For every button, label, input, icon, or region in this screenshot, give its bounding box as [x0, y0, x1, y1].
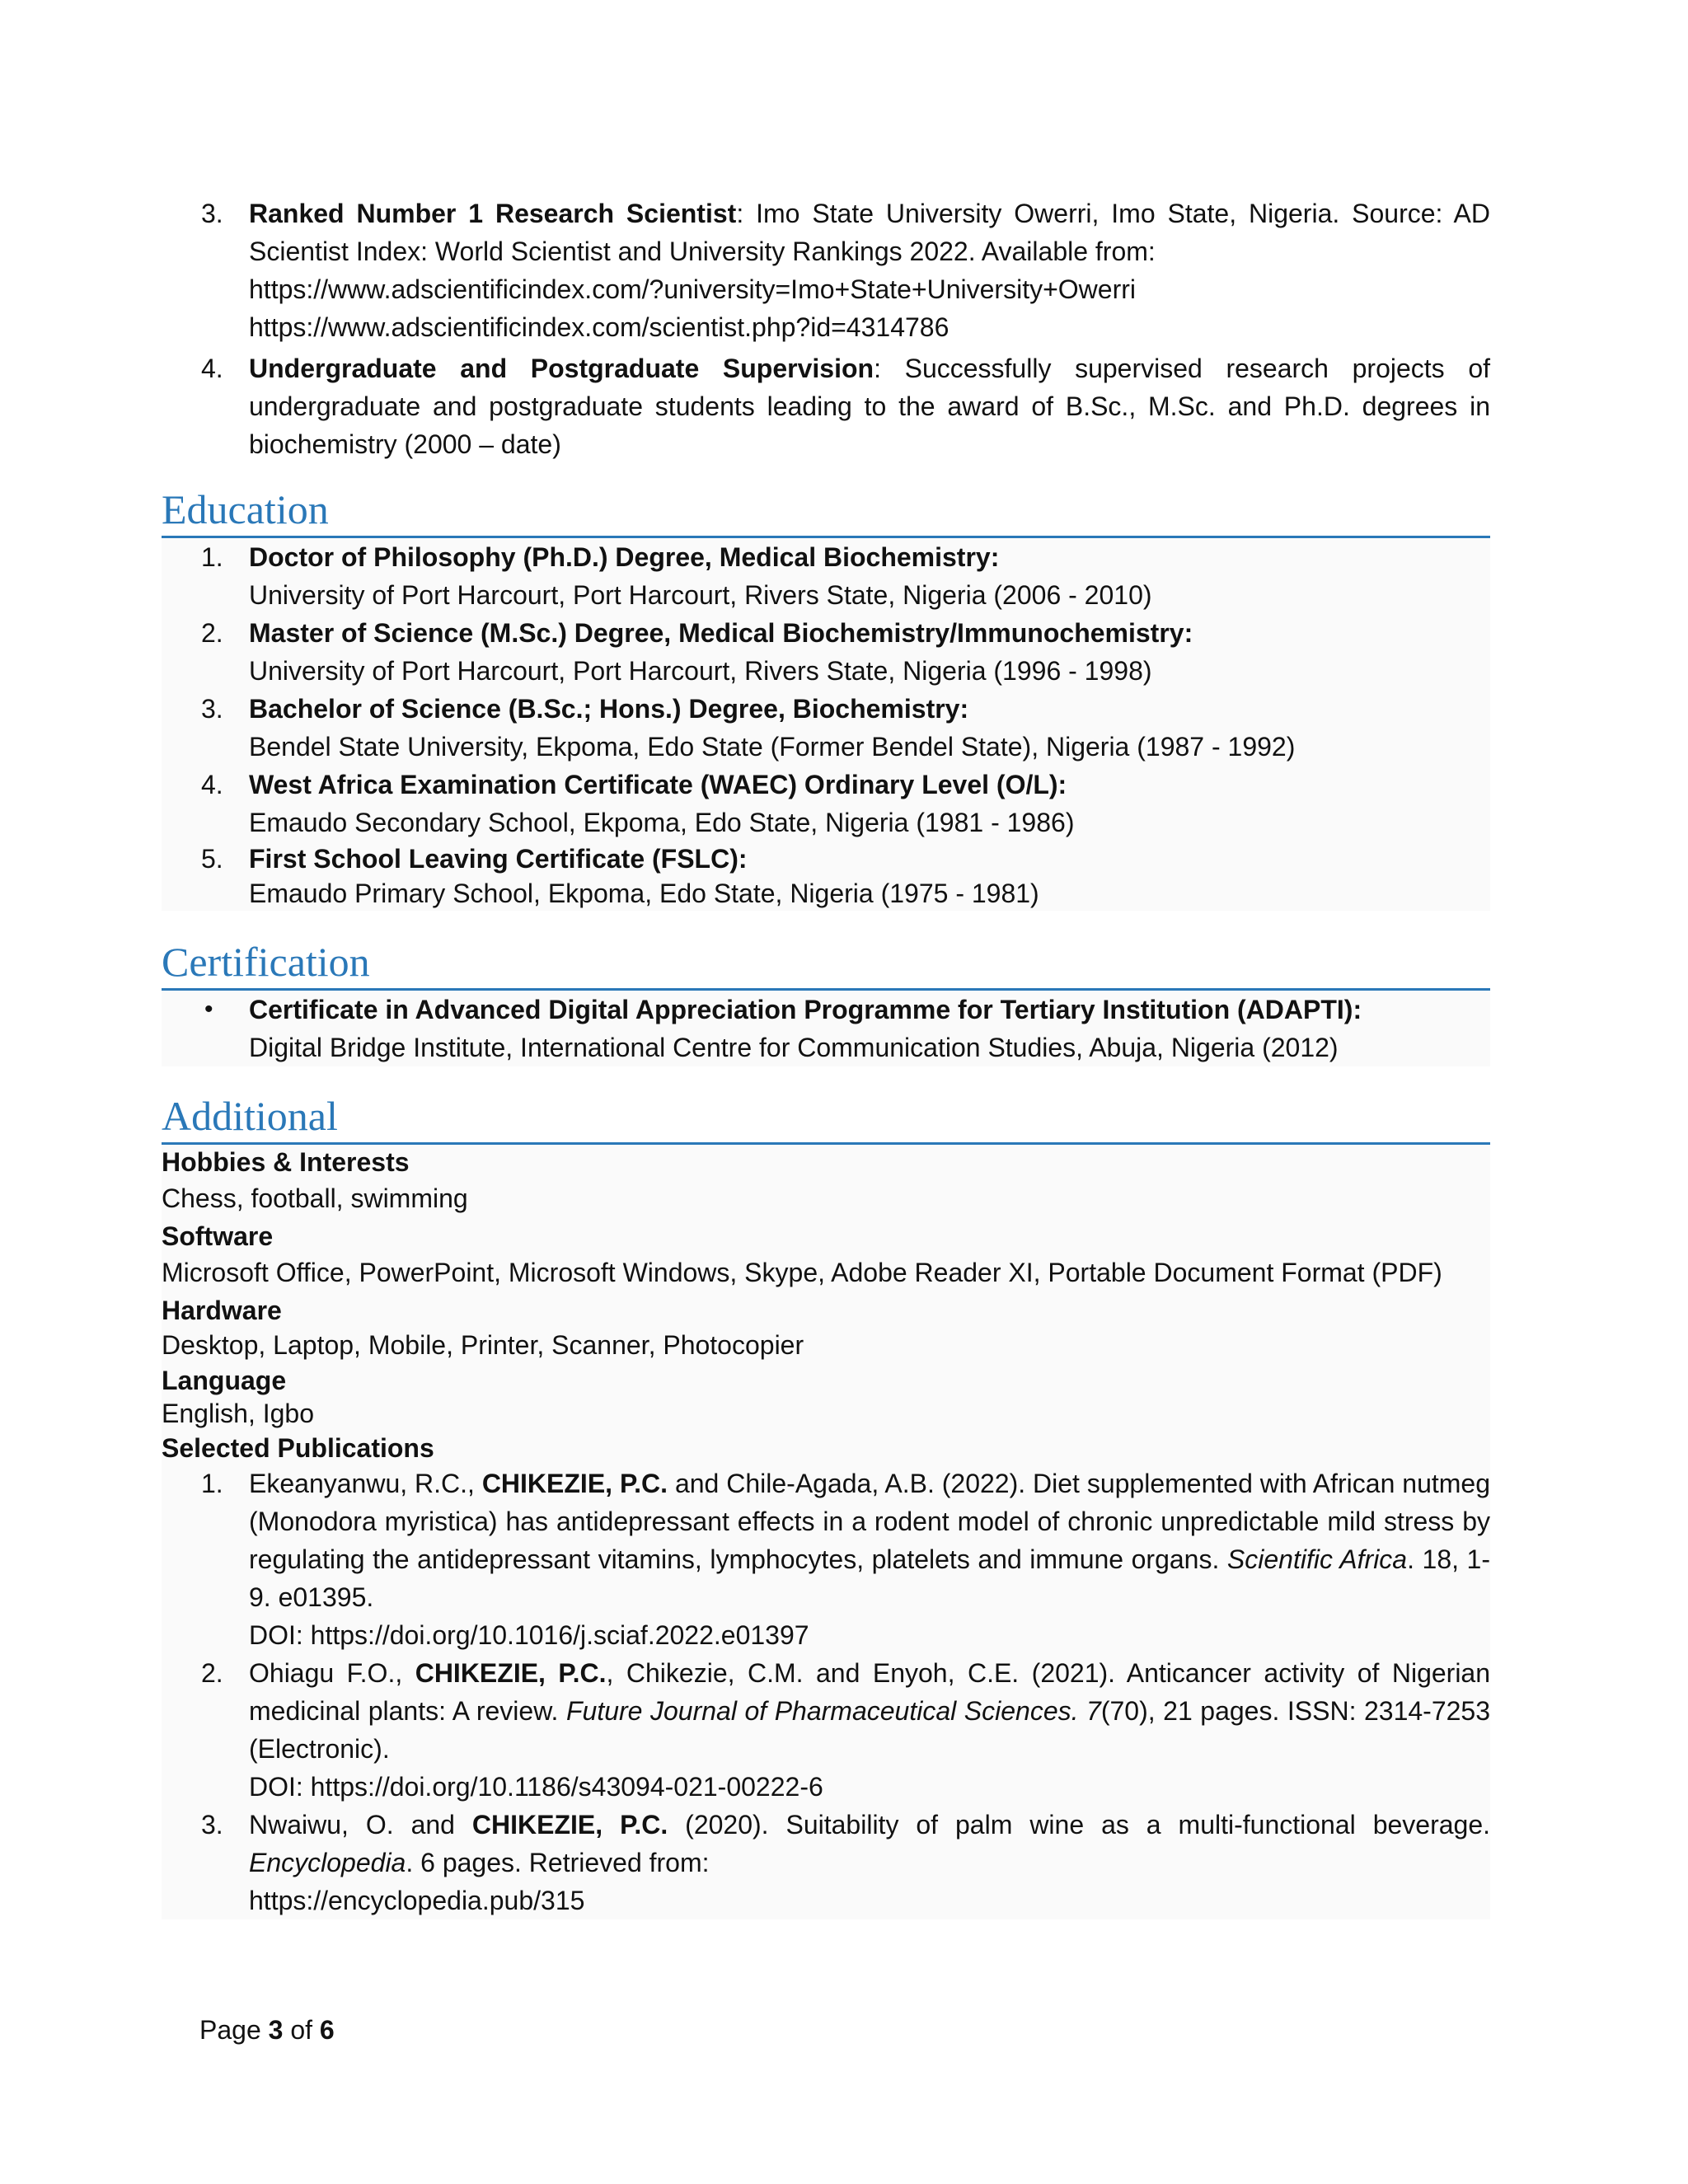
certification-section — [162, 935, 1490, 1066]
footer-of-word: of — [283, 2015, 320, 2045]
list-number: 2. — [201, 618, 223, 648]
list-item — [162, 1806, 1490, 1919]
degree-title: Doctor of Philosophy (Ph.D.) Degree, Medical Biochemistry: — [249, 542, 1000, 572]
publication-text: , Chikezie, C.M. and Enyoh, C.E. (2021). Anticancer activity of Nigerian medicinal plants: A review. — [249, 1658, 1491, 1726]
list-number: 4. — [201, 354, 223, 383]
publications-label: Selected Publications — [162, 1433, 434, 1463]
list-item — [162, 1465, 1490, 1654]
url-link[interactable]: https://www.adscientificindex.com/scientist.php?id=4314786 — [249, 312, 950, 342]
footer-page-total: 6 — [319, 2015, 335, 2045]
publication-journal: Scientific Africa — [1226, 1544, 1408, 1574]
publication-details: . 18, 1-9. e01395. — [249, 1544, 1491, 1612]
degree-title: Master of Science (M.Sc.) Degree, Medical Biochemistry/Immunochemistry: — [249, 618, 1193, 648]
certificate-institution: Digital Bridge Institute, International Centre for Communication Studies, Abuja, Nigeria (2012) — [249, 1033, 1339, 1062]
page-content — [162, 194, 1490, 1919]
list-item — [162, 690, 1490, 766]
hardware-text: Desktop, Laptop, Mobile, Printer, Scanner, Photocopier — [162, 1330, 804, 1360]
publication-highlight-author: CHIKEZIE, P.C. — [471, 1810, 668, 1840]
list-item — [162, 841, 1490, 911]
list-item — [162, 614, 1490, 690]
publication-doi[interactable]: DOI: https://doi.org/10.1016/j.sciaf.2022.e01397 — [249, 1620, 809, 1650]
list-item — [162, 194, 1490, 346]
degree-institution: Emaudo Secondary School, Ekpoma, Edo State, Nigeria (1981 - 1986) — [249, 808, 1075, 837]
certificate-title: Certificate in Advanced Digital Appreciation Programme for Tertiary Institution (ADAPTI): — [249, 995, 1362, 1024]
list-number: 3. — [201, 1810, 223, 1840]
bullet-icon: • — [204, 996, 213, 1023]
certification-list — [162, 991, 1490, 1066]
achievements-list — [162, 194, 1490, 463]
section-title-certification: Certification — [162, 935, 1490, 991]
degree-institution: Bendel State University, Ekpoma, Edo State (Former Bendel State), Nigeria (1987 - 1992) — [249, 732, 1296, 762]
software-label: Software — [162, 1221, 274, 1251]
publication-highlight-author: CHIKEZIE, P.C. — [481, 1469, 668, 1498]
url-link[interactable]: https://www.adscientificindex.com/?university=Imo+State+University+Owerri — [249, 274, 1136, 304]
hardware-label: Hardware — [162, 1296, 282, 1325]
hobbies-text: Chess, football, swimming — [162, 1183, 468, 1213]
list-number: 3. — [201, 199, 223, 228]
footer-page-number: 3 — [268, 2015, 284, 2045]
footer-page-word: Page — [199, 2015, 269, 2045]
list-number: 2. — [201, 1658, 223, 1688]
degree-title: First School Leaving Certificate (FSLC): — [249, 844, 748, 874]
list-item — [162, 349, 1490, 463]
language-text: English, Igbo — [162, 1399, 315, 1428]
publications-list — [162, 1465, 1490, 1919]
section-title-additional: Additional — [162, 1090, 1490, 1145]
education-list — [162, 538, 1490, 911]
page-footer — [199, 2011, 335, 2049]
publication-doi[interactable]: DOI: https://doi.org/10.1186/s43094-021-00222-6 — [249, 1772, 823, 1802]
publication-details: . 6 pages. Retrieved from: — [406, 1848, 710, 1877]
list-number: 1. — [201, 542, 223, 572]
publication-details: (70), 21 pages. ISSN: 2314-7253 (Electronic). — [249, 1696, 1491, 1764]
additional-body — [162, 1145, 1490, 1919]
publication-url[interactable]: https://encyclopedia.pub/315 — [249, 1886, 585, 1915]
publication-highlight-author: CHIKEZIE, P.C. — [415, 1658, 607, 1688]
publication-journal: Encyclopedia — [249, 1848, 406, 1877]
degree-title: West Africa Examination Certificate (WAEC) Ordinary Level (O/L): — [249, 770, 1067, 799]
list-item — [162, 1654, 1490, 1806]
achievement-heading: Ranked Number 1 Research Scientist — [249, 199, 737, 228]
degree-title: Bachelor of Science (B.Sc.; Hons.) Degree, Biochemistry: — [249, 694, 969, 724]
language-label: Language — [162, 1366, 287, 1395]
publication-authors: Nwaiwu, O. and — [249, 1810, 472, 1840]
degree-institution: University of Port Harcourt, Port Harcourt, Rivers State, Nigeria (1996 - 1998) — [249, 656, 1152, 686]
achievement-text: : Imo State University Owerri, Imo State, Nigeria. Source: AD Scientist Index: World Scientist and University Rankings 2022. Available from: — [249, 199, 1491, 266]
additional-section — [162, 1090, 1490, 1919]
education-section — [162, 483, 1490, 911]
list-item — [162, 991, 1490, 1066]
publication-text: and Chile-Agada, A.B. (2022). Diet supplemented with African nutmeg (Monodora myristica) has antidepressant effects in a rodent model of chronic unpredictable mild stress by regulating the antidepressant vitamins, lymphocytes, platelets and immune organs. — [249, 1469, 1491, 1574]
section-title-education: Education — [162, 483, 1490, 538]
publication-text: (2020). Suitability of palm wine as a multi-functional beverage. — [668, 1810, 1491, 1840]
software-text: Microsoft Office, PowerPoint, Microsoft Windows, Skype, Adobe Reader XI, Portable Document Format (PDF) — [162, 1258, 1442, 1287]
publication-journal: Future Journal of Pharmaceutical Sciences. 7 — [565, 1696, 1101, 1726]
achievement-text: : Successfully supervised research projects of undergraduate and postgraduate students leading to the award of B.Sc., M.Sc. and Ph.D. degrees in biochemistry (2000 – date) — [249, 354, 1491, 459]
degree-institution: University of Port Harcourt, Port Harcourt, Rivers State, Nigeria (2006 - 2010) — [249, 580, 1152, 610]
degree-institution: Emaudo Primary School, Ekpoma, Edo State, Nigeria (1975 - 1981) — [249, 879, 1039, 908]
list-number: 3. — [201, 694, 223, 724]
hobbies-label: Hobbies & Interests — [162, 1147, 410, 1177]
publication-authors: Ohiagu F.O., — [249, 1658, 415, 1688]
list-number: 5. — [201, 844, 223, 874]
achievement-heading: Undergraduate and Postgraduate Supervision — [249, 354, 874, 383]
publication-authors: Ekeanyanwu, R.C., — [249, 1469, 482, 1498]
list-item — [162, 538, 1490, 614]
list-number: 1. — [201, 1469, 223, 1498]
list-item — [162, 766, 1490, 841]
list-number: 4. — [201, 770, 223, 799]
